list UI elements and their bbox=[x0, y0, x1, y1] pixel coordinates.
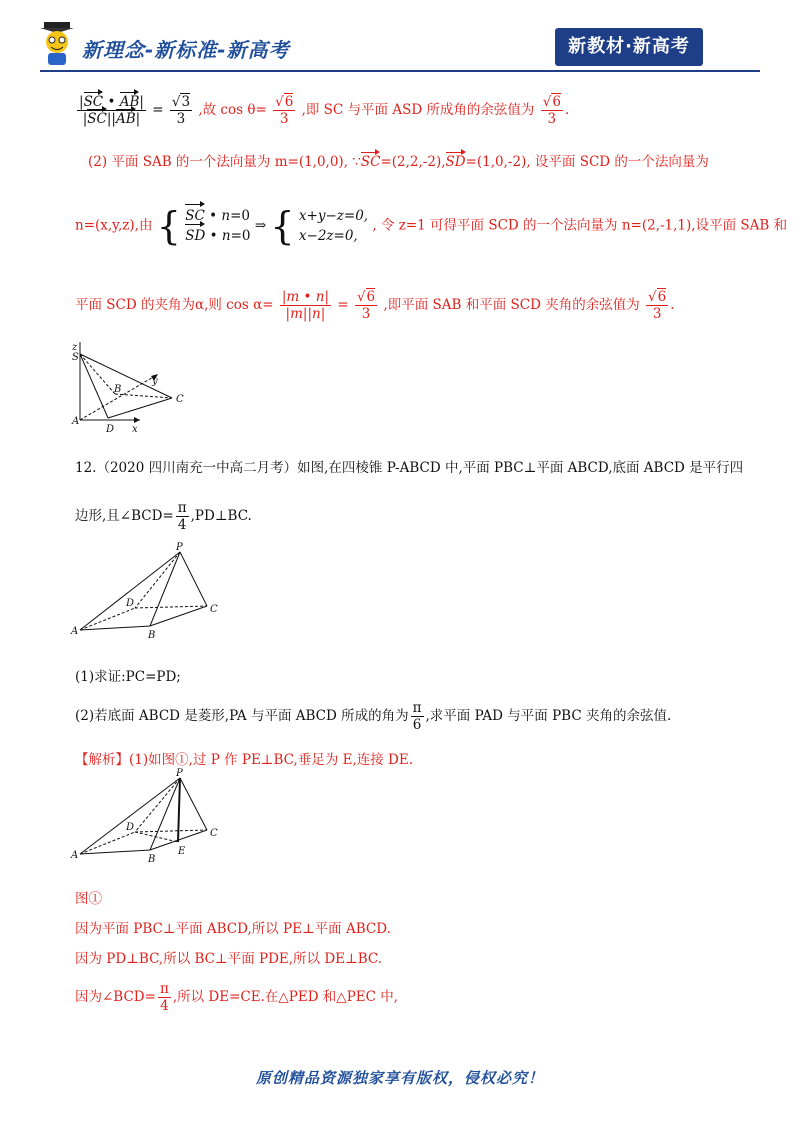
label-C: C bbox=[210, 828, 218, 839]
label-z: z bbox=[72, 342, 78, 353]
label-C: C bbox=[210, 604, 218, 615]
header-title: 新理念-新标准-新高考 bbox=[82, 38, 290, 62]
footer-copyright: 原创精品资源独家享有版权，侵权必究！ bbox=[255, 1069, 544, 1087]
label-P: P bbox=[176, 768, 183, 779]
label-P: P bbox=[176, 542, 183, 553]
label-B: B bbox=[148, 630, 156, 641]
solution-line-1: $\frac{|SC • AB|}{|SC||AB|}$ = $\frac{√3}{3}$ ,故 cos θ= $\frac{√6}{3}$ ,即 SC 与平面 ASD 所成角的余弦值为 $\frac{√6}{3}$ . bbox=[79, 94, 570, 127]
solution-step-2: 因为 PD⊥BC,所以 BC⊥平面 PDE,所以 DE⊥BC. bbox=[75, 951, 383, 967]
solution-line-4: 平面 SCD 的夹角为α,则 cos α= $\frac{|m • n|}{|m||n|}$ = $\frac{√6}{3}$ ,即平面 SAB 和平面 SCD 夹角的余弦值为 $\frac{√6}{3}$ . bbox=[75, 289, 675, 322]
logo-mascot-icon bbox=[36, 20, 78, 68]
label-A: A bbox=[72, 416, 80, 427]
label-C: C bbox=[176, 394, 184, 405]
label-S: S bbox=[72, 352, 79, 363]
label-E: E bbox=[178, 846, 186, 857]
label-y: y bbox=[152, 376, 158, 387]
cos-fraction: $\frac{|SC • AB|}{|SC||AB|}$ bbox=[79, 94, 144, 127]
question-part-2: (2)若底面 ABCD 是菱形,PA 与平面 ABCD 所成的角为 $\frac{\pi}{6}$ ,求平面 PAD 与平面 PBC 夹角的余弦值. bbox=[75, 700, 672, 733]
question-part-1: (1)求证:PC=PD; bbox=[75, 669, 181, 685]
figure-coordinate-pyramid bbox=[70, 336, 200, 440]
solution-step-3: 因为∠BCD= $\frac{\pi}{4}$ ,所以 DE=CE.在△PED 和△PEC 中, bbox=[75, 981, 399, 1014]
label-B: B bbox=[148, 854, 156, 865]
solution-line-3: n=(x,y,z),由 { SC • n=0 SD • n=0 ⇒ { x+y−z=0, x−2z=0, , 令 z=1 可得平面 SCD 的一个法向量为 n=(2,-1,1),设平面 SAB 和 bbox=[75, 204, 788, 248]
label-B: B bbox=[114, 384, 122, 395]
header-badge: 新教材·新高考 bbox=[555, 28, 703, 66]
label-x: x bbox=[132, 424, 138, 435]
label-D: D bbox=[126, 822, 135, 833]
label-D: D bbox=[106, 424, 115, 435]
question-12-line-2: 边形,且∠BCD= $\frac{\pi}{4}$ ,PD⊥BC. bbox=[75, 500, 252, 533]
solution-line-2: (2) 平面 SAB 的一个法向量为 m=(1,0,0), ∵SC=(2,2,-2),SD=(1,0,-2), 设平面 SCD 的一个法向量为 bbox=[88, 154, 709, 170]
figure-pyramid-pabcd bbox=[70, 540, 230, 649]
label-D: D bbox=[126, 598, 135, 609]
solution-step-1: 因为平面 PBC⊥平面 ABCD,所以 PE⊥平面 ABCD. bbox=[75, 921, 391, 937]
question-12-line-1: 12.（2020 四川南充一中高二月考）如图,在四棱锥 P-ABCD 中,平面 PBC⊥平面 ABCD,底面 ABCD 是平行四 bbox=[75, 460, 744, 476]
figure-caption: 图① bbox=[75, 891, 102, 907]
solution-tag: 【解析】 bbox=[75, 752, 129, 768]
label-A: A bbox=[71, 626, 79, 637]
header-divider bbox=[40, 70, 760, 72]
solution-intro: 【解析】(1)如图①,过 P 作 PE⊥BC,垂足为 E,连接 DE. bbox=[75, 752, 414, 768]
label-A: A bbox=[71, 850, 79, 861]
figure-1-pyramid-with-E bbox=[70, 768, 230, 872]
